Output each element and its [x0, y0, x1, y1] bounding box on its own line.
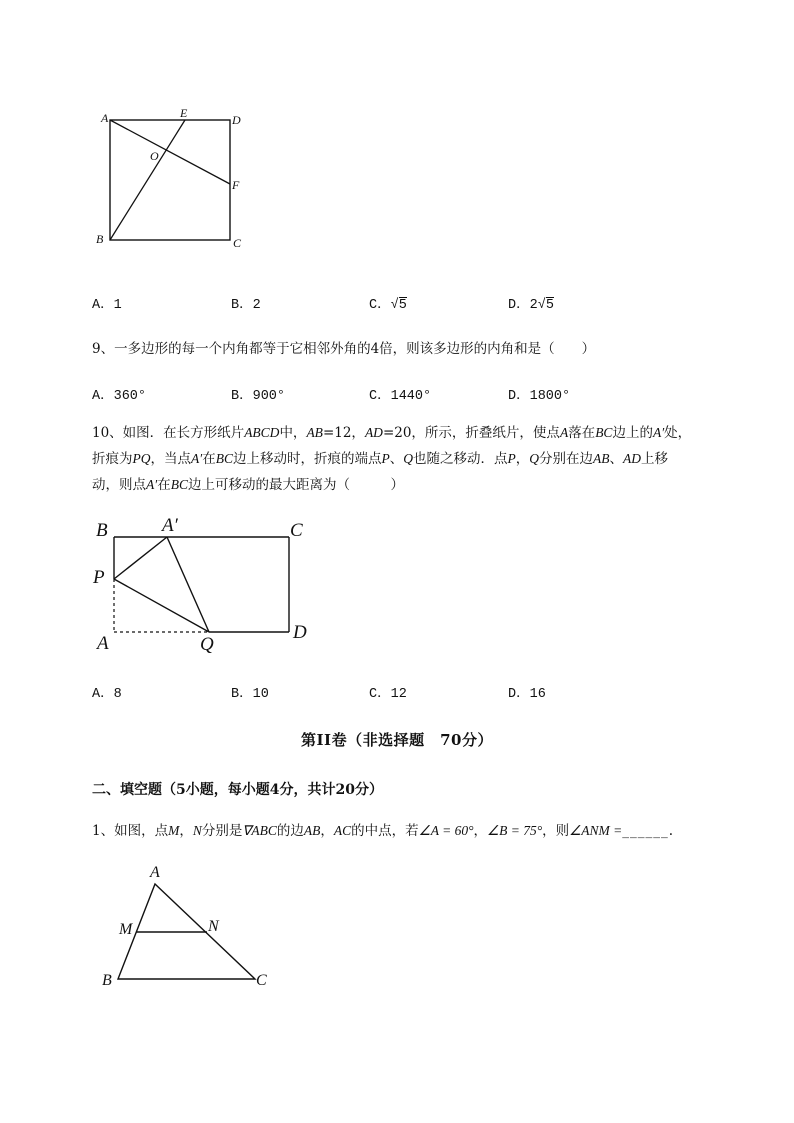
text: =12， — [322, 425, 365, 441]
text: BC — [595, 425, 613, 440]
label-f: F — [232, 178, 240, 192]
q8-option-c-radicand: 5 — [398, 298, 407, 313]
q8-option-c-prefix: C． — [369, 298, 391, 313]
text: ABCD — [244, 425, 280, 440]
part-2-title: 第II卷（非选择题 70分） — [301, 731, 493, 749]
q8-option-a[interactable]: A．1 — [92, 298, 122, 313]
label-d: D — [293, 622, 307, 643]
text: BC — [215, 451, 233, 466]
label-c: C — [290, 520, 303, 541]
sqrt-symbol: √ — [390, 298, 399, 313]
text: A — [559, 425, 569, 440]
label-a-prime: A′ — [162, 515, 178, 536]
text: PQ — [132, 451, 151, 466]
text: 在 — [157, 477, 171, 493]
text: 边上可移动的最大距离为（ ） — [187, 477, 404, 493]
q8-option-d-prefix: D．2 — [508, 298, 538, 313]
sqrt-symbol: √ — [537, 298, 546, 313]
label-a: A — [150, 864, 160, 881]
q9-option-d[interactable]: D．1800° — [508, 389, 571, 404]
text: P — [507, 451, 516, 466]
label-a: A — [101, 111, 109, 125]
label-q: Q — [200, 634, 214, 655]
text: 在 — [202, 451, 216, 467]
text: A′ — [652, 425, 665, 440]
text: 落在 — [568, 425, 596, 441]
text: 上移 — [640, 451, 668, 467]
label-b: B — [96, 520, 108, 541]
text: A′ — [146, 477, 158, 492]
q8-option-d-radicand: 5 — [545, 298, 554, 313]
q10-option-b[interactable]: B．10 — [231, 687, 269, 702]
text: 边上移动时，折痕的端点 — [232, 451, 382, 467]
text: 、 — [609, 451, 623, 467]
text: 的中点，若 — [351, 823, 419, 839]
text: 的边 — [276, 823, 304, 839]
text: AB — [306, 425, 323, 440]
q9-option-c[interactable]: C．1440° — [369, 389, 432, 404]
section-2-heading: 二、填空题（5小题，每小题4分，共计20分） — [92, 782, 383, 798]
text: 动，则点 — [92, 477, 146, 493]
label-c: C — [233, 236, 242, 250]
text: AB — [303, 823, 321, 838]
text: 10、如图．在长方形纸片 — [92, 425, 245, 441]
text: AD — [364, 425, 383, 440]
text: ∠B = 75° — [487, 823, 543, 838]
text: M — [168, 823, 180, 838]
label-e: E — [180, 106, 188, 120]
q10-option-c[interactable]: C．12 — [369, 687, 407, 702]
text: BC — [170, 477, 188, 492]
text: 分别是 — [201, 823, 243, 839]
text: 也随之移动．点 — [412, 451, 508, 467]
text: 折痕为 — [92, 451, 133, 467]
q10-option-a[interactable]: A．8 — [92, 687, 122, 702]
label-b: B — [96, 232, 104, 246]
text: 、 — [389, 451, 404, 467]
text: Q — [529, 451, 539, 466]
text: ∠ANM = — [569, 823, 623, 838]
answer-blank[interactable]: ______. — [622, 823, 675, 839]
text: AD — [622, 451, 641, 466]
text: 边上的 — [612, 425, 653, 441]
text: ，则 — [542, 823, 570, 839]
text: 中， — [279, 425, 307, 441]
text: AB — [592, 451, 610, 466]
label-c: C — [256, 972, 267, 989]
q10-option-d[interactable]: D．16 — [508, 687, 546, 702]
text: AC — [333, 823, 352, 838]
text: ， — [473, 823, 488, 839]
text: ∠A = 60° — [418, 823, 474, 838]
text: 分别在边 — [538, 451, 593, 467]
text: ， — [179, 823, 193, 839]
label-b: B — [102, 972, 112, 989]
q9-option-b[interactable]: B．900° — [231, 389, 286, 404]
text: ，当点 — [150, 451, 191, 467]
label-m: M — [119, 921, 133, 938]
text: ∇ABC — [242, 823, 277, 838]
label-d: D — [232, 113, 241, 127]
q9-option-a[interactable]: A．360° — [92, 389, 147, 404]
label-a: A — [97, 633, 109, 654]
label-n: N — [208, 918, 219, 935]
label-p: P — [93, 567, 105, 588]
text: 处， — [664, 425, 692, 441]
text: =20，所示，折叠纸片，使点 — [382, 425, 560, 441]
q9-stem: 9、一多边形的每一个内角都等于它相邻外角的4倍，则该多边形的内角和是（ ） — [92, 341, 596, 357]
text: N — [192, 823, 202, 838]
label-o: O — [150, 149, 159, 163]
text: ， — [515, 451, 530, 467]
text: A′ — [191, 451, 203, 466]
text: Q — [403, 451, 413, 466]
text: 1、如图，点 — [92, 823, 169, 839]
q8-option-b[interactable]: B．2 — [231, 298, 261, 313]
text: P — [381, 451, 390, 466]
text: ， — [320, 823, 334, 839]
